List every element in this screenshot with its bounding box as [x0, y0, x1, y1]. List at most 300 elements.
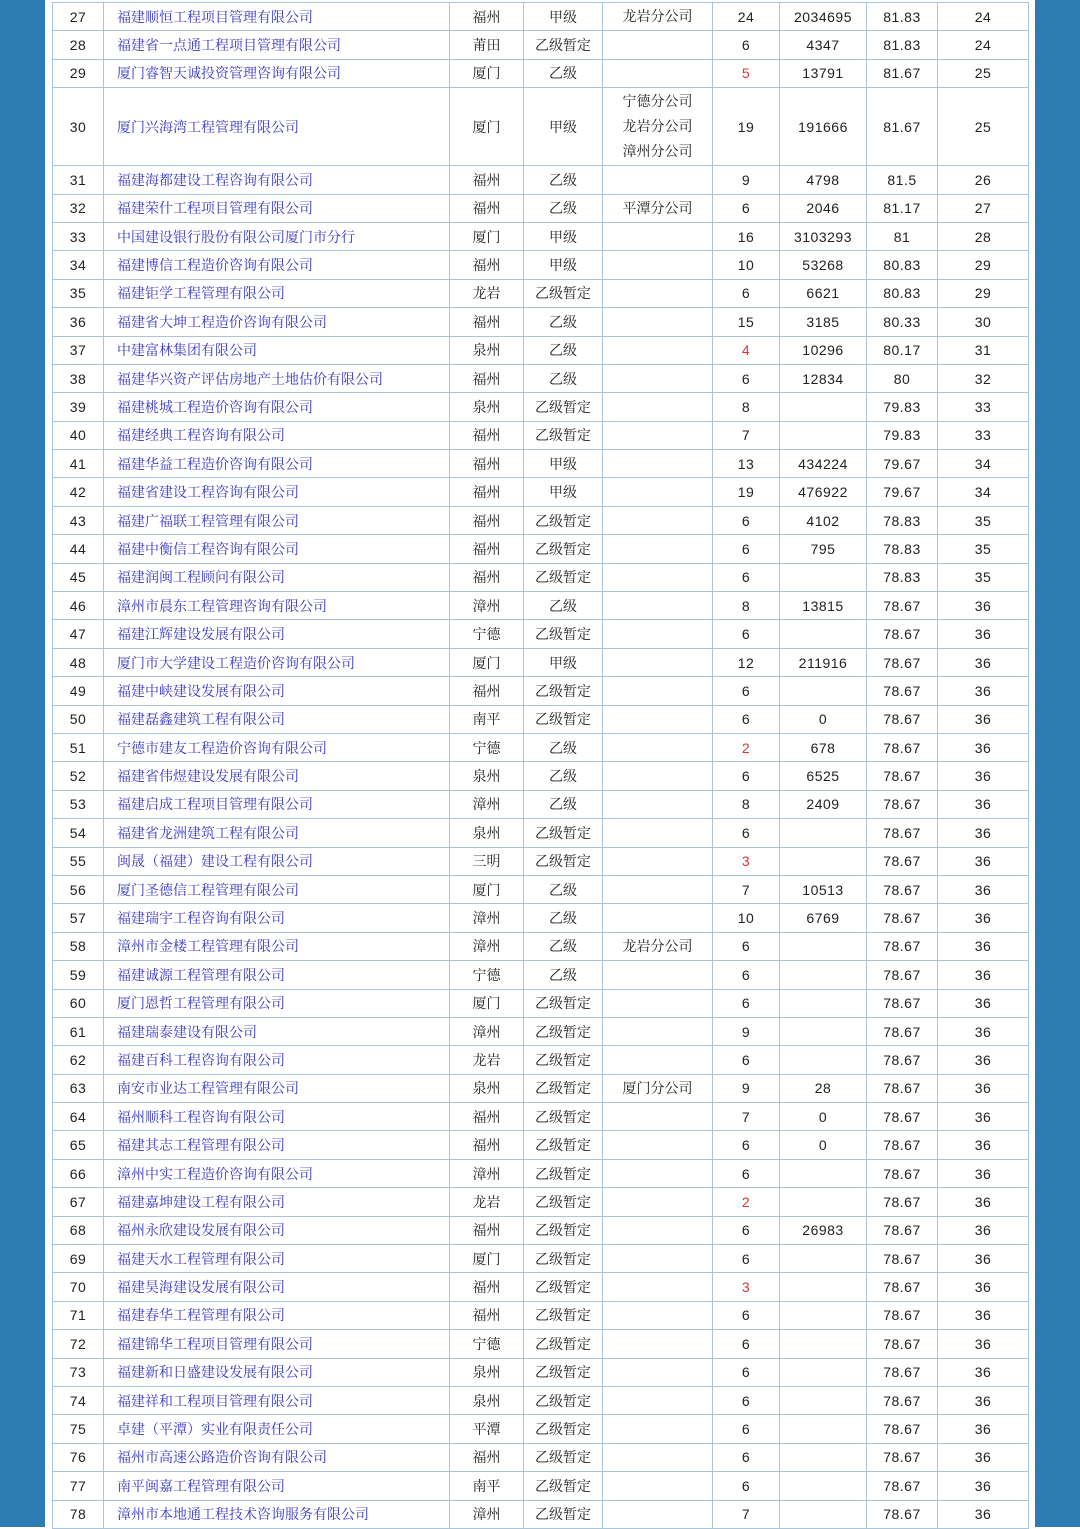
city-cell: 龙岩	[450, 1188, 524, 1216]
rank-cell: 67	[53, 1188, 104, 1216]
company-link[interactable]: 福建经典工程咨询有限公司	[117, 427, 285, 444]
branch-name: 龙岩分公司	[622, 8, 693, 25]
right-margin-bar	[1035, 0, 1080, 1527]
branch-cell	[603, 478, 713, 506]
grade-cell: 乙级暂定	[524, 705, 603, 733]
score-cell: 78.67	[867, 1358, 938, 1386]
company-cell	[104, 1017, 450, 1045]
rank-cell: 59	[53, 961, 104, 989]
branch-name: 龙岩分公司	[622, 937, 693, 954]
branch-cell	[603, 336, 713, 364]
staff-count-cell: 6	[713, 620, 780, 648]
staff-count-cell: 8	[713, 790, 780, 818]
grade-cell: 乙级暂定	[524, 1131, 603, 1159]
rank-cell: 77	[53, 1472, 104, 1500]
branch-cell	[603, 1159, 713, 1187]
company-link[interactable]: 闽晟（福建）建设工程有限公司	[117, 853, 313, 870]
staff-count-cell: 6	[713, 961, 780, 989]
company-link[interactable]: 中建富林集团有限公司	[117, 342, 257, 359]
grade-cell: 乙级暂定	[524, 1216, 603, 1244]
rank-cell: 40	[53, 421, 104, 449]
rank-cell: 38	[53, 364, 104, 392]
amount-cell: 4347	[780, 31, 867, 59]
city-cell: 泉州	[450, 1358, 524, 1386]
company-link[interactable]: 福建锦华工程项目管理有限公司	[117, 1335, 313, 1352]
company-link[interactable]: 福州顺科工程咨询有限公司	[117, 1108, 285, 1125]
rank-cell: 44	[53, 535, 104, 563]
company-link[interactable]: 福建嘉坤建设工程有限公司	[117, 1193, 285, 1210]
amount-cell	[780, 421, 867, 449]
city-cell: 宁德	[450, 1330, 524, 1358]
score-cell: 78.67	[867, 875, 938, 903]
rank-cell: 69	[53, 1245, 104, 1273]
table-row	[53, 421, 1029, 449]
grade-cell: 乙级暂定	[524, 1046, 603, 1074]
branch-cell	[603, 705, 713, 733]
grade-cell: 乙级	[524, 336, 603, 364]
score-cell: 78.67	[867, 1386, 938, 1414]
company-link[interactable]: 福建海都建设工程咨询有限公司	[117, 171, 313, 188]
table-row	[53, 819, 1029, 847]
company-cell	[104, 364, 450, 392]
amount-cell	[780, 1472, 867, 1500]
city-cell: 厦门	[450, 59, 524, 87]
company-link[interactable]: 卓建（平潭）实业有限责任公司	[117, 1421, 313, 1438]
rank-cell: 60	[53, 989, 104, 1017]
score-rank-cell: 36	[938, 1330, 1029, 1358]
amount-cell: 53268	[780, 251, 867, 279]
company-cell	[104, 677, 450, 705]
score-rank-cell: 36	[938, 875, 1029, 903]
company-link[interactable]: 福建诚源工程管理有限公司	[117, 966, 285, 983]
grade-cell: 乙级暂定	[524, 1415, 603, 1443]
score-cell: 80.83	[867, 251, 938, 279]
amount-cell: 0	[780, 705, 867, 733]
company-link[interactable]: 福建百科工程咨询有限公司	[117, 1051, 285, 1068]
rank-cell: 51	[53, 733, 104, 761]
city-cell: 泉州	[450, 762, 524, 790]
score-cell: 78.67	[867, 677, 938, 705]
company-link[interactable]: 厦门睿智天诚投资管理咨询有限公司	[117, 65, 341, 82]
city-cell: 泉州	[450, 393, 524, 421]
score-rank-cell: 36	[938, 904, 1029, 932]
table-row	[53, 1216, 1029, 1244]
table-row	[53, 222, 1029, 250]
rank-cell: 42	[53, 478, 104, 506]
company-link[interactable]: 福建顺恒工程项目管理有限公司	[117, 8, 313, 25]
score-rank-cell: 36	[938, 1159, 1029, 1187]
table-row	[53, 478, 1029, 506]
branch-cell	[603, 1386, 713, 1414]
amount-cell	[780, 1500, 867, 1528]
company-link[interactable]: 福建荣什工程项目管理有限公司	[117, 200, 313, 217]
table-row	[53, 31, 1029, 59]
company-link[interactable]: 福建天水工程管理有限公司	[117, 1250, 285, 1267]
branch-name: 龙岩分公司	[622, 118, 693, 135]
company-link[interactable]: 厦门恩哲工程管理有限公司	[117, 995, 285, 1012]
company-link[interactable]: 厦门市大学建设工程造价咨询有限公司	[117, 654, 355, 671]
company-link[interactable]: 福建其志工程管理有限公司	[117, 1137, 285, 1154]
score-rank-cell: 33	[938, 421, 1029, 449]
amount-cell: 434224	[780, 450, 867, 478]
score-cell: 78.67	[867, 989, 938, 1017]
rank-cell: 41	[53, 450, 104, 478]
company-cell	[104, 1415, 450, 1443]
branch-cell	[603, 450, 713, 478]
table-row	[53, 1159, 1029, 1187]
grade-cell: 甲级	[524, 3, 603, 31]
rank-cell: 64	[53, 1103, 104, 1131]
staff-count-cell: 9	[713, 1017, 780, 1045]
score-rank-cell: 28	[938, 222, 1029, 250]
grade-cell: 乙级暂定	[524, 506, 603, 534]
score-rank-cell: 26	[938, 166, 1029, 194]
score-rank-cell: 35	[938, 563, 1029, 591]
city-cell: 泉州	[450, 336, 524, 364]
company-link[interactable]: 福建省建设工程咨询有限公司	[117, 484, 299, 501]
company-link[interactable]: 福建磊鑫建筑工程有限公司	[117, 711, 285, 728]
score-cell: 78.67	[867, 1500, 938, 1528]
score-cell: 79.83	[867, 393, 938, 421]
company-cell	[104, 1443, 450, 1471]
table-row	[53, 3, 1029, 31]
company-cell	[104, 1159, 450, 1187]
city-cell: 福州	[450, 1443, 524, 1471]
branch-cell	[603, 563, 713, 591]
table-row	[53, 989, 1029, 1017]
company-link[interactable]: 福州永欣建设发展有限公司	[117, 1222, 285, 1239]
company-link[interactable]: 福建省大坤工程造价咨询有限公司	[117, 313, 327, 330]
amount-cell	[780, 563, 867, 591]
table-row	[53, 648, 1029, 676]
grade-cell: 乙级暂定	[524, 1386, 603, 1414]
amount-cell: 3185	[780, 308, 867, 336]
score-cell: 78.67	[867, 1301, 938, 1329]
amount-cell: 6525	[780, 762, 867, 790]
grade-cell: 乙级暂定	[524, 1330, 603, 1358]
rank-cell: 43	[53, 506, 104, 534]
company-cell	[104, 1500, 450, 1528]
rank-cell: 27	[53, 3, 104, 31]
company-cell	[104, 592, 450, 620]
company-link[interactable]: 福建省龙洲建筑工程有限公司	[117, 824, 299, 841]
score-cell: 81.17	[867, 194, 938, 222]
company-link[interactable]: 中国建设银行股份有限公司厦门市分行	[117, 228, 355, 245]
grade-cell: 乙级暂定	[524, 1188, 603, 1216]
table-row	[53, 1103, 1029, 1131]
staff-count-cell: 6	[713, 819, 780, 847]
grade-cell: 乙级暂定	[524, 1358, 603, 1386]
company-cell	[104, 194, 450, 222]
rank-cell: 63	[53, 1074, 104, 1102]
left-margin-bar	[0, 0, 45, 1527]
company-cell	[104, 989, 450, 1017]
score-rank-cell: 36	[938, 1216, 1029, 1244]
branch-cell	[603, 88, 713, 166]
rank-cell: 65	[53, 1131, 104, 1159]
table-row	[53, 592, 1029, 620]
staff-count-cell: 6	[713, 535, 780, 563]
company-link[interactable]: 南安市业达工程管理有限公司	[117, 1080, 299, 1097]
branch-cell	[603, 875, 713, 903]
score-cell: 78.67	[867, 620, 938, 648]
table-row	[53, 1131, 1029, 1159]
grade-cell: 乙级暂定	[524, 1301, 603, 1329]
branch-cell	[603, 620, 713, 648]
amount-cell: 476922	[780, 478, 867, 506]
grade-cell: 乙级暂定	[524, 535, 603, 563]
staff-count-cell: 10	[713, 251, 780, 279]
company-link[interactable]: 福建祥和工程项目管理有限公司	[117, 1392, 313, 1409]
branch-cell	[603, 31, 713, 59]
staff-count-cell: 12	[713, 648, 780, 676]
score-rank-cell: 24	[938, 31, 1029, 59]
score-rank-cell: 36	[938, 1017, 1029, 1045]
city-cell: 厦门	[450, 222, 524, 250]
city-cell: 福州	[450, 1273, 524, 1301]
table-row	[53, 1188, 1029, 1216]
amount-cell: 6769	[780, 904, 867, 932]
company-cell	[104, 790, 450, 818]
staff-count-cell: 6	[713, 194, 780, 222]
staff-count-cell: 7	[713, 875, 780, 903]
score-cell: 78.83	[867, 563, 938, 591]
city-cell: 厦门	[450, 648, 524, 676]
branch-cell	[603, 1216, 713, 1244]
staff-count-cell: 7	[713, 1103, 780, 1131]
company-link[interactable]: 福建省伟煜建设发展有限公司	[117, 768, 299, 785]
branch-cell	[603, 1443, 713, 1471]
city-cell: 泉州	[450, 1386, 524, 1414]
amount-cell	[780, 1386, 867, 1414]
amount-cell: 3103293	[780, 222, 867, 250]
score-rank-cell: 31	[938, 336, 1029, 364]
rank-cell: 36	[53, 308, 104, 336]
staff-count-cell: 6	[713, 989, 780, 1017]
branch-cell	[603, 762, 713, 790]
city-cell: 南平	[450, 1472, 524, 1500]
score-rank-cell: 25	[938, 88, 1029, 166]
amount-cell	[780, 677, 867, 705]
score-cell: 78.67	[867, 1131, 938, 1159]
company-cell	[104, 421, 450, 449]
company-link[interactable]: 福建瑞泰建设有限公司	[117, 1023, 257, 1040]
branch-cell	[603, 1415, 713, 1443]
grade-cell: 乙级暂定	[524, 677, 603, 705]
city-cell: 漳州	[450, 1500, 524, 1528]
table-row	[53, 393, 1029, 421]
score-cell: 78.67	[867, 1216, 938, 1244]
company-link[interactable]: 宁德市建友工程造价咨询有限公司	[117, 739, 327, 756]
score-cell: 78.67	[867, 1472, 938, 1500]
company-link[interactable]: 漳州市本地通工程技术咨询服务有限公司	[117, 1506, 369, 1523]
company-link[interactable]: 福建桃城工程造价咨询有限公司	[117, 398, 313, 415]
table-row	[53, 1301, 1029, 1329]
score-cell: 78.67	[867, 1273, 938, 1301]
staff-count-cell: 2	[713, 1188, 780, 1216]
score-cell: 78.67	[867, 1159, 938, 1187]
rank-cell: 30	[53, 88, 104, 166]
city-cell: 宁德	[450, 961, 524, 989]
branch-cell	[603, 251, 713, 279]
company-cell	[104, 1188, 450, 1216]
company-cell	[104, 535, 450, 563]
amount-cell: 26983	[780, 1216, 867, 1244]
company-cell	[104, 279, 450, 307]
table-row	[53, 88, 1029, 166]
company-link[interactable]: 福建中衡信工程咨询有限公司	[117, 540, 299, 557]
company-cell	[104, 875, 450, 903]
company-link[interactable]: 福建润闽工程顾问有限公司	[117, 569, 285, 586]
staff-count-cell: 6	[713, 1159, 780, 1187]
score-rank-cell: 34	[938, 478, 1029, 506]
rank-cell: 37	[53, 336, 104, 364]
score-cell: 78.67	[867, 961, 938, 989]
company-link[interactable]: 南平闽嘉工程管理有限公司	[117, 1477, 285, 1494]
staff-count-cell: 9	[713, 166, 780, 194]
company-link[interactable]: 福建钜学工程管理有限公司	[117, 285, 285, 302]
score-rank-cell: 35	[938, 506, 1029, 534]
company-link[interactable]: 厦门圣德信工程管理有限公司	[117, 881, 299, 898]
company-cell	[104, 166, 450, 194]
amount-cell	[780, 1443, 867, 1471]
table-row	[53, 308, 1029, 336]
company-link[interactable]: 福建华益工程造价咨询有限公司	[117, 455, 313, 472]
company-link[interactable]: 漳州市晨东工程管理咨询有限公司	[117, 597, 327, 614]
rank-cell: 34	[53, 251, 104, 279]
city-cell: 泉州	[450, 819, 524, 847]
staff-count-cell: 6	[713, 762, 780, 790]
company-cell	[104, 762, 450, 790]
branch-cell	[603, 1131, 713, 1159]
city-cell: 三明	[450, 847, 524, 875]
company-link[interactable]: 漳州市金楼工程管理有限公司	[117, 938, 299, 955]
branch-cell	[603, 222, 713, 250]
rank-cell: 39	[53, 393, 104, 421]
city-cell: 龙岩	[450, 279, 524, 307]
city-cell: 福州	[450, 535, 524, 563]
city-cell: 福州	[450, 563, 524, 591]
grade-cell: 乙级暂定	[524, 1472, 603, 1500]
company-link[interactable]: 福建博信工程造价咨询有限公司	[117, 257, 313, 274]
score-rank-cell: 36	[938, 1301, 1029, 1329]
branch-cell	[603, 166, 713, 194]
staff-count-cell: 19	[713, 478, 780, 506]
city-cell: 厦门	[450, 88, 524, 166]
company-link[interactable]: 福建新和日盛建设发展有限公司	[117, 1364, 313, 1381]
score-cell: 78.67	[867, 1415, 938, 1443]
company-link[interactable]: 福建广福联工程管理有限公司	[117, 512, 299, 529]
score-rank-cell: 33	[938, 393, 1029, 421]
company-link[interactable]: 福建江辉建设发展有限公司	[117, 626, 285, 643]
score-rank-cell: 36	[938, 648, 1029, 676]
score-cell: 78.67	[867, 1245, 938, 1273]
company-cell	[104, 308, 450, 336]
company-link[interactable]: 福建华兴资产评估房地产土地估价有限公司	[117, 370, 383, 387]
city-cell: 福州	[450, 450, 524, 478]
score-rank-cell: 36	[938, 1415, 1029, 1443]
amount-cell	[780, 1245, 867, 1273]
grade-cell: 甲级	[524, 251, 603, 279]
table-row	[53, 1500, 1029, 1528]
staff-count-cell: 8	[713, 592, 780, 620]
grade-cell: 乙级暂定	[524, 1273, 603, 1301]
grade-cell: 甲级	[524, 222, 603, 250]
staff-count-cell: 13	[713, 450, 780, 478]
score-rank-cell: 24	[938, 3, 1029, 31]
score-cell: 78.67	[867, 1074, 938, 1102]
score-cell: 78.67	[867, 932, 938, 960]
company-cell	[104, 1358, 450, 1386]
staff-count-cell: 10	[713, 904, 780, 932]
table-row	[53, 1017, 1029, 1045]
score-rank-cell: 36	[938, 1472, 1029, 1500]
rank-cell: 55	[53, 847, 104, 875]
staff-count-cell: 6	[713, 1415, 780, 1443]
table-row	[53, 1074, 1029, 1102]
rank-cell: 52	[53, 762, 104, 790]
grade-cell: 甲级	[524, 88, 603, 166]
company-cell	[104, 819, 450, 847]
table-row	[53, 1443, 1029, 1471]
score-cell: 81.67	[867, 88, 938, 166]
score-rank-cell: 36	[938, 961, 1029, 989]
score-cell: 81.5	[867, 166, 938, 194]
grade-cell: 乙级	[524, 733, 603, 761]
score-rank-cell: 32	[938, 364, 1029, 392]
company-link[interactable]: 福建省一点通工程项目管理有限公司	[117, 37, 341, 54]
amount-cell	[780, 620, 867, 648]
company-link[interactable]: 福建启成工程项目管理有限公司	[117, 796, 313, 813]
score-cell: 81.67	[867, 59, 938, 87]
score-cell: 78.67	[867, 847, 938, 875]
city-cell: 平潭	[450, 1415, 524, 1443]
table-row	[53, 563, 1029, 591]
staff-count-cell: 9	[713, 1074, 780, 1102]
staff-count-cell: 6	[713, 279, 780, 307]
company-link[interactable]: 厦门兴海湾工程管理有限公司	[117, 118, 299, 135]
rank-cell: 62	[53, 1046, 104, 1074]
amount-cell	[780, 1301, 867, 1329]
city-cell: 福州	[450, 1131, 524, 1159]
grade-cell: 乙级暂定	[524, 279, 603, 307]
score-cell: 78.67	[867, 1046, 938, 1074]
amount-cell: 28	[780, 1074, 867, 1102]
grade-cell: 乙级暂定	[524, 393, 603, 421]
rank-cell: 48	[53, 648, 104, 676]
branch-cell	[603, 733, 713, 761]
company-link[interactable]: 福建昊海建设发展有限公司	[117, 1279, 285, 1296]
score-cell: 78.67	[867, 762, 938, 790]
table-row	[53, 932, 1029, 960]
amount-cell: 13815	[780, 592, 867, 620]
company-link[interactable]: 福州市高速公路造价咨询有限公司	[117, 1449, 327, 1466]
company-link[interactable]: 福建春华工程管理有限公司	[117, 1307, 285, 1324]
company-link[interactable]: 漳州中实工程造价咨询有限公司	[117, 1165, 313, 1182]
company-link[interactable]: 福建瑞宇工程咨询有限公司	[117, 910, 285, 927]
score-cell: 80	[867, 364, 938, 392]
city-cell: 南平	[450, 705, 524, 733]
score-cell: 78.67	[867, 648, 938, 676]
company-cell	[104, 904, 450, 932]
branch-cell	[603, 961, 713, 989]
score-cell: 78.67	[867, 1443, 938, 1471]
score-cell: 79.67	[867, 450, 938, 478]
company-link[interactable]: 福建中峡建设发展有限公司	[117, 682, 285, 699]
company-cell	[104, 648, 450, 676]
staff-count-cell: 19	[713, 88, 780, 166]
company-cell	[104, 251, 450, 279]
